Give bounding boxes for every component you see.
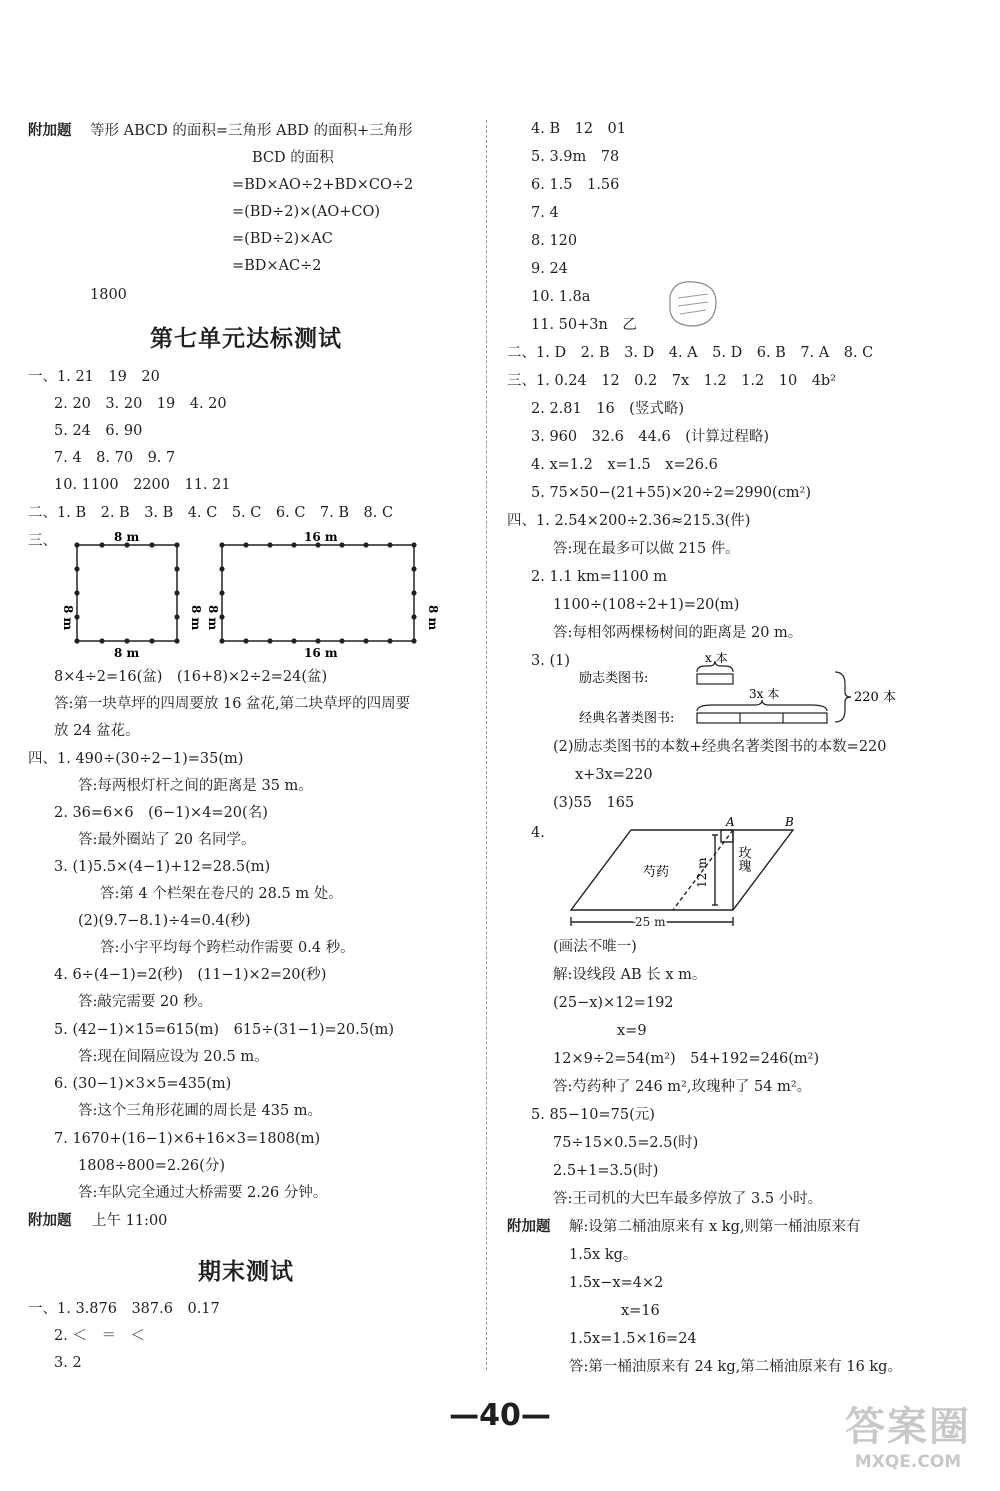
bonus-line: =(BD÷2)×AC — [232, 231, 333, 247]
bonus-line: =BD×AO÷2+BD×CO÷2 — [232, 177, 414, 193]
answer-line: 四、1. 490÷(30÷2−1)=35(m) — [28, 751, 244, 767]
answer-line: (25−x)×12=192 — [553, 995, 674, 1011]
width-label: 25 m — [635, 915, 666, 929]
bonus-line: 等形 ABCD 的面积=三角形 ABD 的面积+三角形 — [90, 123, 413, 139]
fig-side-label: 8 m — [189, 605, 203, 631]
rose-label: 玫瑰 — [735, 846, 751, 872]
answer-line: 5. (42−1)×15=615(m) 615÷(31−1)=20.5(m) — [54, 1022, 395, 1038]
square-lawn-dots — [74, 542, 179, 643]
answer-line: 一、1. 3.876 387.6 0.17 — [28, 1301, 220, 1317]
answer-line: 8. 120 — [531, 233, 578, 249]
diagram-row-label: 励志类图书: — [579, 671, 649, 686]
flower-bed-figure — [563, 816, 803, 934]
answer-line: 答:第一块草坪的四周要放 16 盆花,第二块草坪的四周要 — [54, 696, 411, 712]
answer-line: 5. 24 6. 90 — [54, 423, 143, 439]
answer-line: 答:每两根灯杆之间的距离是 35 m。 — [78, 778, 313, 794]
answer-line: 5. 75×50−(21+55)×20÷2=2990(cm²) — [531, 485, 812, 501]
answer-line: 一、1. 21 19 20 — [28, 369, 160, 385]
fig-side-label: 8 m — [426, 605, 440, 631]
answer-line: 12×9÷2=54(m²) 54+192=246(m²) — [553, 1051, 820, 1067]
bonus-line: =BD×AC÷2 — [232, 258, 322, 274]
fig-top-label: 16 m — [304, 530, 338, 544]
answer-line: 答:第 4 个栏架在卷尺的 28.5 m 处。 — [100, 886, 343, 902]
bonus-line: x=16 — [621, 1303, 660, 1319]
bonus-line: 1.5x−x=4×2 — [569, 1275, 664, 1291]
answer-line: 10. 1.8a — [531, 289, 591, 305]
answer-line: 答:最外圈站了 20 名同学。 — [78, 832, 256, 848]
answer-line: 6. (30−1)×3×5=435(m) — [54, 1076, 232, 1092]
watermark-logo-text: 答案圈 — [845, 1404, 971, 1450]
answer-line: 四、1. 2.54×200÷2.36≈215.3(件) — [507, 513, 751, 529]
watermark — [828, 1402, 988, 1482]
bonus-line: 1.5x kg。 — [569, 1247, 638, 1263]
answer-line: 11. 50+3n 乙 — [531, 317, 637, 333]
x-count-label: x 本 — [705, 652, 728, 665]
answer-line: 2. 36=6×6 (6−1)×4=20(名) — [54, 805, 268, 821]
bonus-line: =(BD÷2)×(AO+CO) — [232, 204, 381, 220]
answer-line: 1100÷(108÷2+1)=20(m) — [553, 597, 740, 613]
answer-line: 答:现在间隔应设为 20.5 m。 — [78, 1049, 269, 1065]
answer-line: (2)(9.7−8.1)÷4=0.4(秒) — [78, 913, 251, 929]
bonus-answer: 上午 11:00 — [92, 1213, 168, 1229]
answer-line: 2.5+1=3.5(时) — [553, 1163, 659, 1179]
answer-line: (2)励志类图书的本数+经典名著类图书的本数=220 — [553, 739, 887, 755]
column-divider — [486, 120, 487, 1370]
section-title: 第七单元达标测试 — [150, 325, 342, 352]
answer-line: 二、1. B 2. B 3. B 4. C 5. C 6. C 7. B 8. C — [28, 505, 394, 521]
book-count-diagram — [573, 652, 913, 734]
answer-line: 4. B 12 01 — [531, 121, 627, 137]
bonus-line: 解:设第二桶油原来有 x kg,则第一桶油原来有 — [569, 1219, 861, 1235]
answer-line: (3)55 165 — [553, 795, 635, 811]
answer-line: 7. 4 8. 70 9. 7 — [54, 450, 176, 466]
bonus-line: 1.5x=1.5×16=24 — [569, 1331, 697, 1347]
answer-line: 5. 3.9m 78 — [531, 149, 620, 165]
point-b-label: B — [785, 816, 794, 829]
lawn-figures — [52, 530, 452, 660]
answer-line: 9. 24 — [531, 261, 568, 277]
answer-line: 8×4÷2=16(盆) (16+8)×2÷2=24(盆) — [54, 669, 328, 685]
3x-count-label: 3x 本 — [749, 687, 780, 701]
rect-lawn-figure — [222, 545, 414, 641]
page-number: —40— — [449, 1398, 551, 1433]
answer-line: 4. x=1.2 x=1.5 x=26.6 — [531, 457, 718, 473]
section-title: 期末测试 — [198, 1258, 294, 1285]
fig-side-label: 8 m — [206, 605, 220, 631]
answer-line: 3. (1)5.5×(4−1)+12=28.5(m) — [54, 859, 271, 875]
height-label: 12 m — [695, 857, 709, 888]
answer-line: 3. 2 — [54, 1355, 82, 1371]
fig-bottom-label: 8 m — [114, 646, 140, 660]
answer-line: 解:设线段 AB 长 x m。 — [553, 967, 707, 983]
square-lawn-figure — [77, 545, 177, 641]
total-label: 220 本 — [854, 690, 896, 705]
section-label: 三、 — [28, 533, 57, 549]
answer-line: 2. 1.1 km=1100 m — [531, 569, 668, 585]
answer-line: x+3x=220 — [575, 767, 653, 783]
bonus-label: 附加题 — [507, 1219, 551, 1235]
answer-line: 2. 20 3. 20 19 4. 20 — [54, 396, 227, 412]
fig-top-label: 8 m — [114, 530, 140, 544]
answer-line: 答:小宇平均每个跨栏动作需要 0.4 秒。 — [100, 940, 355, 956]
watermark-url: MXQE.COM — [854, 1452, 962, 1472]
answer-line: 答:王司机的大巴车最多停放了 3.5 小时。 — [553, 1191, 823, 1207]
answer-line: 答:现在最多可以做 215 件。 — [553, 541, 740, 557]
answer-line: 75÷15×0.5=2.5(时) — [553, 1135, 699, 1151]
answer-line: 7. 1670+(16−1)×6+16×3=1808(m) — [54, 1131, 321, 1147]
fig-bottom-label: 16 m — [304, 646, 338, 660]
answer-line: 三、1. 0.24 12 0.2 7x 1.2 1.2 10 4b² — [507, 373, 837, 389]
answer-line: x=9 — [617, 1023, 647, 1039]
answer-line: 7. 4 — [531, 205, 559, 221]
answer-line: 4. 6÷(4−1)=2(秒) (11−1)×2=20(秒) — [54, 967, 327, 983]
answer-line: 答:每相邻两棵杨树间的距离是 20 m。 — [553, 625, 803, 641]
answer-line: 答:这个三角形花圃的周长是 435 m。 — [78, 1103, 323, 1119]
answer-line: 答:芍药种了 246 m²,玫瑰种了 54 m²。 — [553, 1079, 812, 1095]
answer-line: 6. 1.5 1.56 — [531, 177, 620, 193]
answer-line: 2. ＜ ＝ ＜ — [54, 1328, 145, 1344]
answer-line: 1808÷800=2.26(分) — [78, 1158, 225, 1174]
answer-line: 4. — [531, 825, 545, 841]
answer-line: 3. 960 32.6 44.6 (计算过程略) — [531, 429, 770, 445]
diagram-row-label: 经典名著类图书: — [579, 711, 675, 726]
answer-line: (画法不唯一) — [553, 939, 637, 955]
answer-line: 3. (1) — [531, 653, 570, 669]
answer-line: 5. 85−10=75(元) — [531, 1107, 655, 1123]
answer-line: 2. 2.81 16 (竖式略) — [531, 401, 684, 417]
bonus-line: 答:第一桶油原来有 24 kg,第二桶油原来有 16 kg。 — [569, 1359, 902, 1375]
bonus-line: BCD 的面积 — [252, 150, 334, 166]
fig-side-label: 8 m — [61, 605, 75, 631]
stamp-mark — [664, 276, 722, 332]
answer-line: 答:敲完需要 20 秒。 — [78, 994, 213, 1010]
answer-line: 答:车队完全通过大桥需要 2.26 分钟。 — [78, 1185, 328, 1201]
peony-label: 芍药 — [643, 865, 670, 880]
point-a-label: A — [726, 816, 735, 829]
bonus-label: 附加题 — [28, 123, 72, 139]
answer-line: 放 24 盆花。 — [54, 723, 140, 739]
answer-line: 10. 1100 2200 11. 21 — [54, 477, 231, 493]
answer-line: 二、1. D 2. B 3. D 4. A 5. D 6. B 7. A 8. C — [507, 345, 874, 361]
bonus-answer: 1800 — [90, 287, 127, 303]
parallelogram — [571, 830, 793, 926]
bonus-label: 附加题 — [28, 1213, 72, 1229]
rect-lawn-dots — [219, 542, 416, 643]
